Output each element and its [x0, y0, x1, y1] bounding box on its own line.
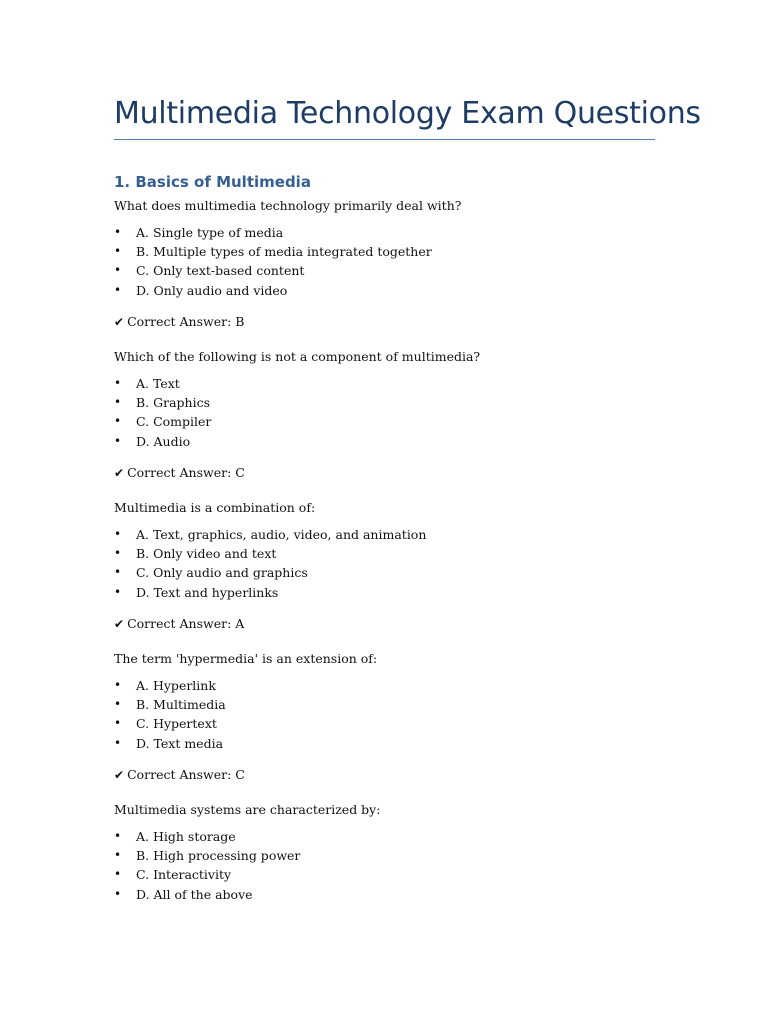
answer-prefix: Correct Answer:	[127, 313, 232, 329]
option-item	[114, 846, 655, 865]
option-item	[114, 525, 655, 544]
check-mark-icon: ✔	[114, 616, 125, 631]
option-item	[114, 281, 655, 300]
question-text: Multimedia is a combination of:	[114, 500, 316, 515]
option-list	[114, 525, 655, 602]
option-label: C. Only text-based content	[136, 263, 305, 279]
option-label: D. Text media	[136, 735, 224, 751]
question-text: Which of the following is not a component of multimedia?	[114, 349, 481, 364]
option-label: B. Only video and text	[136, 546, 277, 562]
option-item	[114, 714, 655, 733]
option-item	[114, 374, 655, 393]
answer-letter: C	[235, 766, 245, 782]
bullet-icon: •	[114, 546, 122, 561]
option-item	[114, 432, 655, 451]
bullet-icon: •	[114, 225, 122, 239]
bullet-icon: •	[114, 848, 122, 863]
option-item	[114, 827, 655, 846]
question-block	[114, 801, 655, 904]
document-title: Multimedia Technology Exam Questions	[114, 96, 701, 131]
answer-prefix: Correct Answer:	[127, 464, 232, 480]
bullet-icon: •	[114, 735, 122, 750]
option-list	[114, 676, 655, 753]
question-block	[114, 348, 655, 482]
option-item	[114, 865, 655, 884]
option-label: D. Text and hyperlinks	[136, 584, 279, 600]
option-item	[114, 695, 655, 714]
question-block	[114, 197, 655, 331]
option-label: C. Hypertext	[136, 716, 217, 732]
option-label: B. Graphics	[136, 395, 211, 411]
bullet-icon: •	[114, 433, 122, 448]
option-label: C. Only audio and graphics	[136, 565, 308, 581]
bullet-icon: •	[114, 716, 122, 731]
answer-prefix: Correct Answer:	[127, 615, 232, 631]
option-label: D. Only audio and video	[136, 282, 288, 298]
option-label: B. High processing power	[136, 848, 301, 864]
correct-answer	[114, 615, 655, 633]
answer-letter: A	[235, 615, 245, 631]
option-item	[114, 563, 655, 582]
option-label: A. Single type of media	[136, 225, 284, 240]
option-label: A. Hyperlink	[136, 678, 216, 693]
option-item	[114, 734, 655, 753]
title-divider	[114, 139, 655, 140]
option-item	[114, 261, 655, 280]
question-text: Multimedia systems are characterized by:	[114, 802, 381, 817]
option-list	[114, 827, 655, 904]
bullet-icon: •	[114, 414, 122, 429]
option-label: B. Multimedia	[136, 697, 226, 713]
option-item	[114, 412, 655, 431]
bullet-icon: •	[114, 244, 122, 259]
option-label: A. Text, graphics, audio, video, and animation	[136, 527, 427, 542]
bullet-icon: •	[114, 867, 122, 882]
option-label: A. High storage	[136, 829, 236, 844]
option-list	[114, 374, 655, 451]
bullet-icon: •	[114, 282, 122, 297]
option-label: D. Audio	[136, 433, 191, 449]
check-mark-icon: ✔	[114, 465, 125, 480]
check-mark-icon: ✔	[114, 767, 125, 782]
answer-letter: C	[235, 464, 245, 480]
option-item	[114, 223, 655, 242]
option-item	[114, 676, 655, 695]
question-block	[114, 650, 655, 784]
bullet-icon: •	[114, 527, 122, 541]
bullet-icon: •	[114, 886, 122, 901]
question-block	[114, 499, 655, 633]
bullet-icon: •	[114, 829, 122, 843]
bullet-icon: •	[114, 678, 122, 692]
option-label: A. Text	[136, 376, 180, 391]
bullet-icon: •	[114, 697, 122, 712]
option-item	[114, 885, 655, 904]
correct-answer	[114, 313, 655, 331]
bullet-icon: •	[114, 376, 122, 390]
bullet-icon: •	[114, 584, 122, 599]
answer-letter: B	[235, 313, 245, 329]
answer-prefix: Correct Answer:	[127, 766, 232, 782]
option-label: C. Compiler	[136, 414, 212, 430]
option-item	[114, 583, 655, 602]
option-list	[114, 223, 655, 300]
correct-answer	[114, 464, 655, 482]
section-heading: 1. Basics of Multimedia	[114, 173, 311, 191]
bullet-icon: •	[114, 263, 122, 278]
question-text: What does multimedia technology primarily deal with?	[114, 198, 462, 213]
option-label: D. All of the above	[136, 886, 253, 902]
correct-answer	[114, 766, 655, 784]
question-text: The term 'hypermedia' is an extension of:	[114, 651, 378, 666]
bullet-icon: •	[114, 395, 122, 410]
option-item	[114, 242, 655, 261]
option-label: B. Multiple types of media integrated together	[136, 244, 432, 260]
option-label: C. Interactivity	[136, 867, 232, 883]
option-item	[114, 393, 655, 412]
option-item	[114, 544, 655, 563]
bullet-icon: •	[114, 565, 122, 580]
check-mark-icon: ✔	[114, 314, 125, 329]
